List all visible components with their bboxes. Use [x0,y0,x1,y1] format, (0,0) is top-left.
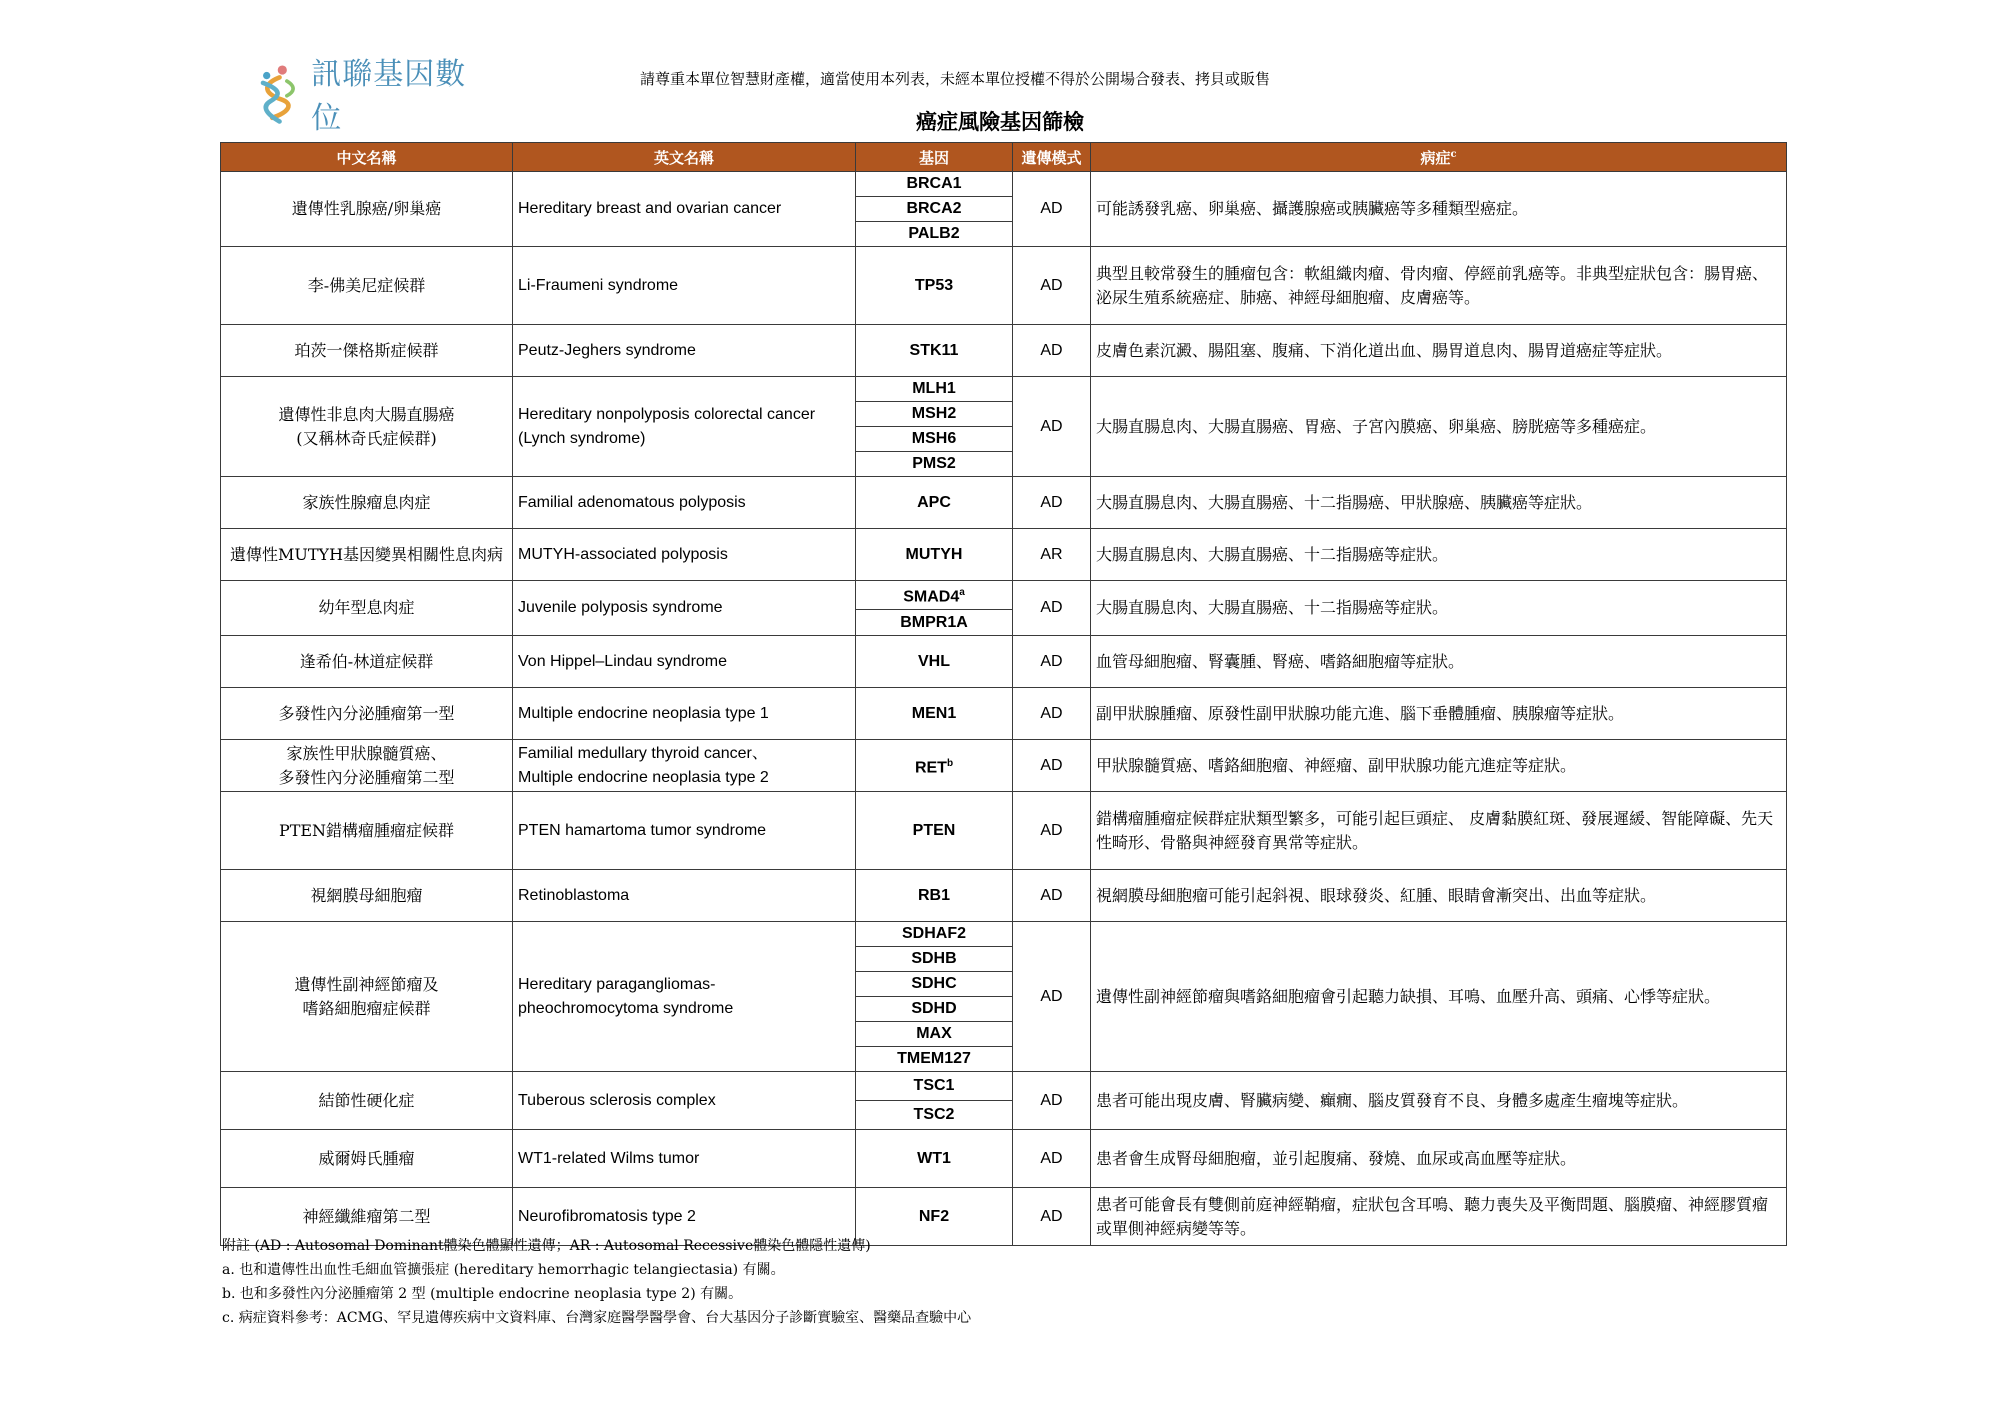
gene-symbol: RB1 [917,886,950,904]
table-row [221,477,1787,529]
footnote-b: b. 也和多發性內分泌腫瘤第 2 型 (multiple endocrine neoplasia type 2) 有關。 [222,1286,743,1302]
zh-name-cell: 遺傳性乳腺癌/卵巢癌 [221,172,513,247]
gene-cell [856,247,1013,325]
gene-cell [856,1072,1013,1101]
en-name-cell: Hereditary nonpolyposis colorectal cancer (Lynch syndrome) [513,377,856,477]
footnote-c: c. 病症資料參考：ACMG、罕見遺傳疾病中文資料庫、台灣家庭醫學醫學會、台大基因分子診斷實驗室、醫藥品查驗中心 [222,1310,972,1326]
zh-name-cell: 威爾姆氏腫瘤 [221,1130,513,1188]
table-row [221,636,1787,688]
table-row [221,1072,1787,1101]
inheritance-mode-cell: AD [1013,922,1091,1072]
en-name-cell: MUTYH-associated polyposis [513,529,856,581]
gene-cell [856,947,1013,972]
en-name-cell: Hereditary breast and ovarian cancer [513,172,856,247]
en-name-cell: PTEN hamartoma tumor syndrome [513,792,856,870]
gene-cell [856,792,1013,870]
zh-name-cell: 家族性腺瘤息肉症 [221,477,513,529]
en-name-cell: Hereditary paragangliomas- pheochromocytoma syndrome [513,922,856,1072]
inheritance-mode-cell: AD [1013,792,1091,870]
disease-cell: 患者會生成腎母細胞瘤，並引起腹痛、發燒、血尿或高血壓等症狀。 [1091,1130,1787,1188]
header-mode: 遺傳模式 [1013,143,1091,172]
gene-symbol: SDHB [911,950,957,968]
inheritance-mode-cell: AR [1013,529,1091,581]
gene-cell [856,740,1013,792]
gene-symbol: TSC2 [913,1106,955,1124]
zh-name-cell: 遺傳性MUTYH基因變異相關性息肉病 [221,529,513,581]
gene-symbol: SDHAF2 [901,925,966,943]
gene-cell [856,402,1013,427]
inheritance-mode-cell: AD [1013,1188,1091,1246]
disease-cell: 患者可能出現皮膚、腎臟病變、癲癇、腦皮質發育不良、身體多處產生瘤塊等症狀。 [1091,1072,1787,1130]
gene-footnote-marker: b [946,757,954,769]
table-header-row [221,143,1787,172]
zh-name-cell: 遺傳性副神經節瘤及 嗜鉻細胞瘤症候群 [221,922,513,1072]
gene-symbol: MLH1 [912,380,956,397]
gene-symbol: VHL [918,652,950,670]
header-gene: 基因 [856,143,1013,172]
inheritance-mode-cell: AD [1013,740,1091,792]
document-title: 癌症風險基因篩檢 [916,109,1084,134]
inheritance-mode-cell: AD [1013,325,1091,377]
gene-symbol: TMEM127 [897,1050,971,1068]
disease-cell: 視網膜母細胞瘤可能引起斜視、眼球發炎、紅腫、眼睛會漸突出、出血等症狀。 [1091,870,1787,922]
inheritance-mode-cell: AD [1013,688,1091,740]
gene-cell [856,688,1013,740]
zh-name-cell: 結節性硬化症 [221,1072,513,1130]
table-row [221,740,1787,792]
zh-name-cell: 視網膜母細胞瘤 [221,870,513,922]
gene-cell [856,1022,1013,1047]
table-row [221,172,1787,197]
disease-cell: 典型且較常發生的腫瘤包含：軟組織肉瘤、骨肉瘤、停經前乳癌等。非典型症狀包含：腸胃癌、泌尿生殖系統癌症、肺癌、神經母細胞瘤、皮膚癌等。 [1091,247,1787,325]
gene-symbol: RET [914,758,947,776]
table-row [221,529,1787,581]
table-row [221,792,1787,870]
table-row [221,581,1787,610]
zh-name-cell: 遺傳性非息肉大腸直腸癌 (又稱林奇氏症候群) [221,377,513,477]
zh-name-cell: 珀茨一傑格斯症候群 [221,325,513,377]
gene-symbol: SDHC [911,975,957,993]
gene-symbol: SDHD [911,1000,957,1018]
en-name-cell: Familial medullary thyroid cancer、 Multiple endocrine neoplasia type 2 [513,740,856,792]
gene-footnote-marker: a [959,587,965,598]
header-en-name: 英文名稱 [513,143,856,172]
inheritance-mode-cell: AD [1013,247,1091,325]
zh-name-cell: 神經纖維瘤第二型 [221,1188,513,1246]
gene-cell [856,1101,1013,1130]
gene-symbol: MEN1 [911,704,957,722]
en-name-cell: Von Hippel–Lindau syndrome [513,636,856,688]
inheritance-mode-cell: AD [1013,1072,1091,1130]
inheritance-mode-cell: AD [1013,1130,1091,1188]
disease-cell: 可能誘發乳癌、卵巢癌、攝護腺癌或胰臟癌等多種類型癌症。 [1091,172,1787,247]
table-row [221,922,1787,947]
footnote-a: a. 也和遺傳性出血性毛細血管擴張症 (hereditary hemorrhagic telangiectasia) 有關。 [222,1262,785,1278]
zh-name-cell: 家族性甲狀腺髓質癌、 多發性內分泌腫瘤第二型 [221,740,513,792]
zh-name-cell: 李-佛美尼症候群 [221,247,513,325]
gene-symbol: BMPR1A [900,613,968,631]
gene-cell [856,427,1013,452]
table-row [221,688,1787,740]
gene-symbol: TSC1 [913,1077,955,1095]
disease-cell: 大腸直腸息肉、大腸直腸癌、十二指腸癌等症狀。 [1091,581,1787,636]
gene-symbol: PTEN [912,821,956,839]
gene-cell [856,636,1013,688]
header-disease-label: 病症 [1420,148,1451,167]
header-disease [1091,143,1787,172]
disease-cell: 皮膚色素沉澱、腸阻塞、腹痛、下消化道出血、腸胃道息肉、腸胃道癌症等症狀。 [1091,325,1787,377]
disease-cell: 副甲狀腺腫瘤、原發性副甲狀腺功能亢進、腦下垂體腫瘤、胰腺瘤等症狀。 [1091,688,1787,740]
gene-symbol: STK11 [909,341,959,359]
zh-name-cell: PTEN錯構瘤腫瘤症候群 [221,792,513,870]
en-name-cell: Juvenile polyposis syndrome [513,581,856,636]
table-row [221,1130,1787,1188]
table-row [221,870,1787,922]
gene-symbol: PALB2 [908,225,960,242]
cancer-gene-table [220,142,1787,1246]
gene-symbol: SMAD4 [903,588,960,606]
gene-symbol: BRCA2 [906,200,962,217]
gene-cell [856,325,1013,377]
disease-cell: 患者可能會長有雙側前庭神經鞘瘤，症狀包含耳鳴、聽力喪失及平衡問題、腦膜瘤、神經膠質瘤或單側神經病變等等。 [1091,1188,1787,1246]
gene-symbol: TP53 [914,276,954,294]
footnotes [222,1234,971,1330]
en-name-cell: Neurofibromatosis type 2 [513,1188,856,1246]
en-name-cell: Peutz-Jeghers syndrome [513,325,856,377]
inheritance-mode-cell: AD [1013,870,1091,922]
table-row [221,377,1787,402]
footnote-legend: 附註 (AD : Autosomal Dominant體染色體顯性遺傳；AR : Autosomal Recessive體染色體隱性遺傳) [222,1238,871,1254]
disease-cell: 錯構瘤腫瘤症候群症狀類型繁多，可能引起巨頭症、 皮膚黏膜紅斑、發展遲緩、智能障礙、先天性畸形、骨骼與神經發育異常等症狀。 [1091,792,1787,870]
gene-cell [856,452,1013,477]
inheritance-mode-cell: AD [1013,377,1091,477]
disease-cell: 大腸直腸息肉、大腸直腸癌、胃癌、子宮內膜癌、卵巢癌、膀胱癌等多種癌症。 [1091,377,1787,477]
gene-cell [856,972,1013,997]
gene-cell [856,997,1013,1022]
en-name-cell: Tuberous sclerosis complex [513,1072,856,1130]
inheritance-mode-cell: AD [1013,636,1091,688]
gene-symbol: MUTYH [905,545,963,563]
gene-cell [856,477,1013,529]
gene-symbol: PMS2 [912,455,956,472]
gene-symbol: MSH6 [911,430,957,447]
inheritance-mode-cell: AD [1013,581,1091,636]
gene-cell [856,1130,1013,1188]
en-name-cell: Familial adenomatous polyposis [513,477,856,529]
table-row [221,247,1787,325]
zh-name-cell: 逢希伯-林道症候群 [221,636,513,688]
gene-cell [856,870,1013,922]
copyright-notice: 請尊重本單位智慧財產權，適當使用本列表，未經本單位授權不得於公開場合發表、拷貝或販售 [640,70,1271,88]
gene-symbol: NF2 [918,1207,950,1225]
inheritance-mode-cell: AD [1013,477,1091,529]
gene-cell [856,581,1013,610]
logo-text: 訊聯基因數位 [311,57,467,136]
en-name-cell: WT1-related Wilms tumor [513,1130,856,1188]
inheritance-mode-cell: AD [1013,172,1091,247]
table-row [221,325,1787,377]
en-name-cell: Multiple endocrine neoplasia type 1 [513,688,856,740]
disease-cell: 遺傳性副神經節瘤與嗜鉻細胞瘤會引起聽力缺損、耳鳴、血壓升高、頭痛、心悸等症狀。 [1091,922,1787,1072]
gene-symbol: MAX [916,1025,952,1043]
gene-cell [856,197,1013,222]
en-name-cell: Retinoblastoma [513,870,856,922]
en-name-cell: Li-Fraumeni syndrome [513,247,856,325]
zh-name-cell: 幼年型息肉症 [221,581,513,636]
gene-cell [856,222,1013,247]
zh-name-cell: 多發性內分泌腫瘤第一型 [221,688,513,740]
gene-symbol: WT1 [917,1149,951,1167]
gene-cell [856,922,1013,947]
disease-cell: 血管母細胞瘤、腎囊腫、腎癌、嗜鉻細胞瘤等症狀。 [1091,636,1787,688]
header-zh-name: 中文名稱 [221,143,513,172]
gene-symbol: APC [917,493,951,511]
gene-cell [856,377,1013,402]
gene-cell [856,529,1013,581]
gene-symbol: MSH2 [911,405,957,422]
gene-cell [856,610,1013,636]
gene-cell [856,1047,1013,1072]
header-disease-sup: c [1450,148,1457,160]
disease-cell: 大腸直腸息肉、大腸直腸癌、十二指腸癌等症狀。 [1091,529,1787,581]
gene-cell [856,172,1013,197]
disease-cell: 甲狀腺髓質癌、嗜鉻細胞瘤、神經瘤、副甲狀腺功能亢進症等症狀。 [1091,740,1787,792]
disease-cell: 大腸直腸息肉、大腸直腸癌、十二指腸癌、甲狀腺癌、胰臟癌等症狀。 [1091,477,1787,529]
gene-symbol: BRCA1 [906,175,962,192]
